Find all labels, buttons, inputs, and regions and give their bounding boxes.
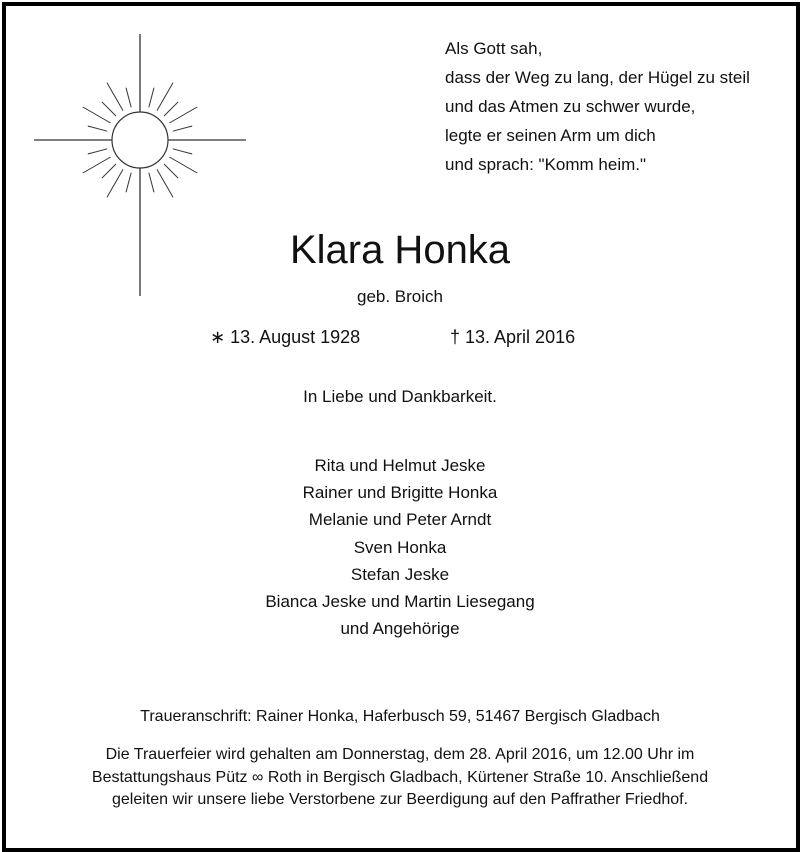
poem <box>445 34 750 179</box>
death-date: † 13. April 2016 <box>450 327 576 347</box>
poem-line: und sprach: "Komm heim." <box>445 155 647 174</box>
sun-ray <box>83 107 111 123</box>
sun-ray <box>164 164 178 178</box>
poem-line: und das Atmen zu schwer wurde, <box>445 97 696 116</box>
sun-ray <box>83 157 111 173</box>
ceremony-line: geleiten wir unsere liebe Verstorbene zur Beerdigung auf den Paffrather Friedhof. <box>111 791 689 808</box>
poem-line: Als Gott sah, <box>445 39 543 58</box>
ceremony-line: Bestattungshaus Pütz ∞ Roth in Bergisch Gladbach, Kürtener Straße 10. Anschließend <box>91 768 709 786</box>
poem-line: dass der Weg zu lang, der Hügel zu steil <box>445 68 750 87</box>
deceased-name: Klara Honka <box>289 228 511 272</box>
sun-ray <box>157 83 173 111</box>
sun-ray <box>164 102 178 116</box>
sun-ray <box>88 126 107 131</box>
family-member: Rainer und Brigitte Honka <box>302 483 498 503</box>
sun-ray <box>102 102 116 116</box>
sun-ray <box>107 169 123 197</box>
ceremony-info <box>0 744 800 812</box>
sun-ray <box>149 173 154 192</box>
sun-ray <box>173 126 192 131</box>
sun-ray <box>149 88 154 107</box>
family-member: Rita und Helmut Jeske <box>314 456 486 475</box>
dedication: In Liebe und Dankbarkeit. <box>303 387 497 406</box>
family-member: Sven Honka <box>353 537 447 557</box>
sun-ray <box>102 164 116 178</box>
family-member: und Angehörige <box>340 619 460 639</box>
birth-name: geb. Broich <box>357 287 443 306</box>
poem-line: legte er seinen Arm um dich <box>445 126 656 145</box>
ceremony-line: Die Trauerfeier wird gehalten am Donnerstag, dem 28. April 2016, um 12.00 Uhr im <box>105 746 695 763</box>
sun-ray <box>126 88 131 107</box>
sun-ray <box>173 149 192 154</box>
sun-ray <box>88 149 107 154</box>
family-member: Bianca Jeske und Martin Liesegang <box>265 592 535 612</box>
sun-ray <box>169 157 197 173</box>
birth-date: ∗ 13. August 1928 <box>210 327 361 347</box>
family-list <box>0 452 800 642</box>
mourning-address: Traueranschrift: Rainer Honka, Haferbusch 59, 51467 Bergisch Gladbach <box>140 708 660 725</box>
sun-ray <box>157 169 173 197</box>
sun-ray <box>126 173 131 192</box>
sun-ray <box>107 83 123 111</box>
family-member: Melanie und Peter Arndt <box>308 510 492 530</box>
family-member: Stefan Jeske <box>350 564 450 584</box>
sun-ray <box>169 107 197 123</box>
